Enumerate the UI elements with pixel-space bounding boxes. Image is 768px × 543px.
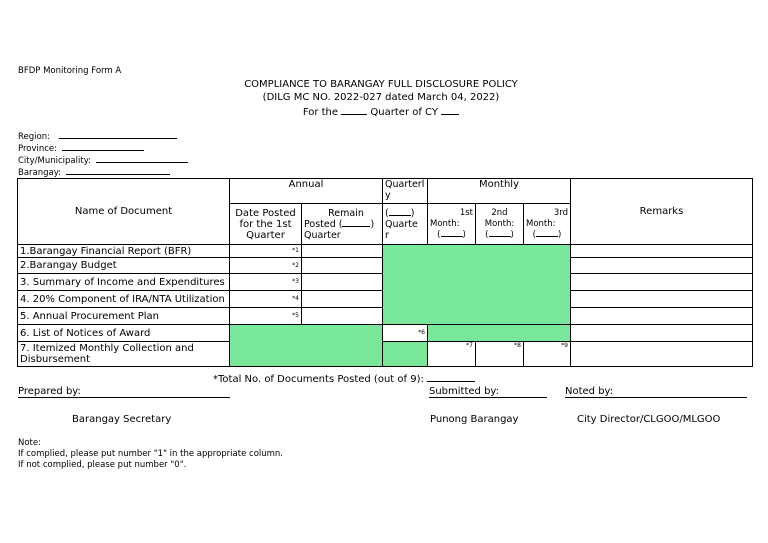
remarks-cell[interactable] xyxy=(571,342,753,367)
col-name-header: Name of Document xyxy=(18,179,230,245)
province-input[interactable] xyxy=(62,141,144,151)
cy-blank[interactable] xyxy=(441,105,459,115)
remarks-cell[interactable] xyxy=(571,258,753,274)
total-input[interactable] xyxy=(427,372,475,382)
month-2-cell[interactable]: *8 xyxy=(476,342,524,367)
region-input[interactable] xyxy=(59,129,177,139)
form-label: BFDP Monitoring Form A xyxy=(18,66,122,76)
remain-posted-cell[interactable] xyxy=(302,308,383,325)
na-block-quarterly xyxy=(383,342,428,367)
date-posted-cell[interactable]: *1 xyxy=(230,245,302,258)
remain-posted-cell[interactable] xyxy=(302,274,383,291)
month-2-header: 2nd Month: ( ) xyxy=(476,204,524,245)
table-row: 4. 20% Component of IRA/NTA Utilization xyxy=(18,291,230,308)
table-row: 2.Barangay Budget xyxy=(18,258,230,274)
table-row: 5. Annual Procurement Plan xyxy=(18,308,230,325)
quarterly-header: Quarterl y xyxy=(383,179,428,204)
remain-posted-cell[interactable] xyxy=(302,258,383,274)
date-posted-cell[interactable]: *3 xyxy=(230,274,302,291)
noted-by: Noted by: xyxy=(565,386,747,398)
month-1-header: 1st Month: ( ) xyxy=(428,204,476,245)
compliance-table xyxy=(17,178,753,367)
date-posted-header: Date Posted for the 1st Quarter xyxy=(230,204,302,245)
table-row: 6. List of Notices of Award xyxy=(18,325,230,342)
barangay-input[interactable] xyxy=(66,165,170,175)
table-row: 1.Barangay Financial Report (BFR) xyxy=(18,245,230,258)
city-input[interactable] xyxy=(96,153,188,163)
remarks-cell[interactable] xyxy=(571,245,753,258)
na-block-monthly xyxy=(428,325,571,342)
table-row: 3. Summary of Income and Expenditures xyxy=(18,274,230,291)
remarks-cell[interactable] xyxy=(571,291,753,308)
month-3-cell[interactable]: *9 xyxy=(524,342,571,367)
for-the-label: For the xyxy=(302,107,339,118)
na-block-quarterly-monthly xyxy=(383,245,571,325)
remain-posted-header: Remain Posted ( ) Quarter xyxy=(302,204,383,245)
quarter-of-cy-label: Quarter of CY xyxy=(370,107,438,118)
total-line xyxy=(213,372,475,385)
province-label: Province: xyxy=(18,144,58,154)
remain-posted-cell[interactable] xyxy=(302,245,383,258)
na-block-annual xyxy=(230,325,383,367)
form-subtitle: (DILG MC NO. 2022-027 dated March 04, 2022) xyxy=(262,92,500,103)
prepared-by: Prepared by: xyxy=(18,386,230,398)
quarter-line xyxy=(0,105,762,118)
submitted-by: Submitted by: xyxy=(429,386,547,398)
quarter-sub-header: ( ) Quarte r xyxy=(383,204,428,245)
remarks-cell[interactable] xyxy=(571,274,753,291)
table-row: 7. Itemized Monthly Collection and Disbursement xyxy=(18,342,230,367)
form-title: COMPLIANCE TO BARANGAY FULL DISCLOSURE POLICY xyxy=(244,79,518,90)
region-label: Region: xyxy=(18,132,50,142)
month-1-cell[interactable]: *7 xyxy=(428,342,476,367)
signatory-city-director: City Director/CLGOO/MLGOO xyxy=(577,414,721,425)
total-label: *Total No. of Documents Posted (out of 9): xyxy=(213,374,424,385)
remarks-header: Remarks xyxy=(571,179,753,245)
note-line-1: If complied, please put number "1" in the appropriate column. xyxy=(18,449,284,459)
remarks-cell[interactable] xyxy=(571,308,753,325)
annual-header: Annual xyxy=(230,179,383,204)
barangay-label: Barangay: xyxy=(18,168,62,178)
city-label: City/Municipality: xyxy=(18,156,91,166)
quarterly-cell[interactable]: *6 xyxy=(383,325,428,342)
date-posted-cell[interactable]: *4 xyxy=(230,291,302,308)
note-line-2: If not complied, please put number "0". xyxy=(18,460,187,470)
signatory-barangay-secretary: Barangay Secretary xyxy=(72,414,172,425)
date-posted-cell[interactable]: *5 xyxy=(230,308,302,325)
quarter-blank[interactable] xyxy=(341,105,367,115)
barangay-field xyxy=(18,165,170,178)
month-3-header: 3rd Month: ( ) xyxy=(524,204,571,245)
remarks-cell[interactable] xyxy=(571,325,753,342)
monthly-header: Monthly xyxy=(428,179,571,204)
date-posted-cell[interactable]: *2 xyxy=(230,258,302,274)
signatory-punong-barangay: Punong Barangay xyxy=(430,414,519,425)
remain-posted-cell[interactable] xyxy=(302,291,383,308)
note-title: Note: xyxy=(18,438,41,448)
